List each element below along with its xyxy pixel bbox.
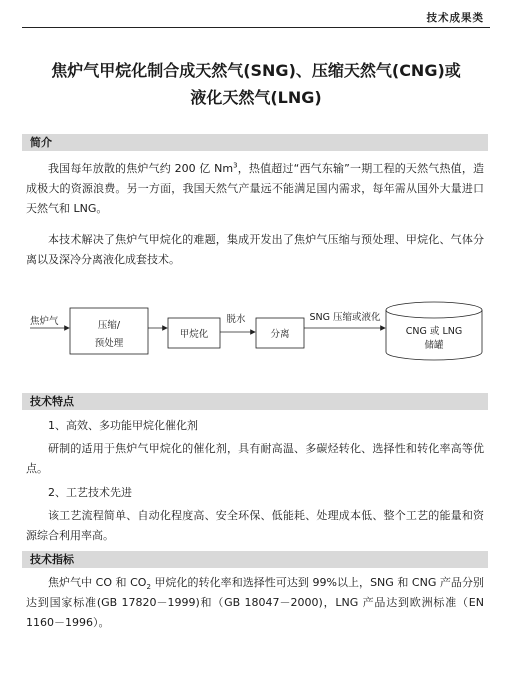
page-title [0,57,512,111]
unit-superscript: 3 [233,161,238,170]
co2-subscript: 2 [146,583,151,592]
intro-paragraph-1 [26,159,484,219]
flow-product-route-label: SNG 压缩或液化 [309,312,381,323]
flow-step1-line2: 预处理 [94,338,124,349]
title-line-1: 焦炉气甲烷化制合成天然气(SNG)、压缩天然气(CNG)或 [51,61,461,80]
flow-step2-label: 甲烷化 [179,329,209,340]
flow-dewater-label: 脱水 [226,314,246,325]
section-heading-specs: 技术指标 [22,551,488,568]
header-rule [22,27,490,28]
flow-input-label: 焦炉气 [30,316,59,327]
flow-tank-line1: CNG 或 LNG [405,326,463,337]
section-heading-features: 技术特点 [22,393,488,410]
flow-tank-line2: 储罐 [424,340,444,351]
title-line-2: 液化天然气(LNG) [190,88,322,107]
specs-text-after: 甲烷化的转化率和选择性可达到 99%以上，SNG 和 CNG 产品分别达到国家标准(GB 17820－1999)和（GB 18047－2000)，LNG 产品达到欧洲标准（EN 1160－1996）。 [26,576,484,629]
specs-paragraph [26,573,484,633]
section-heading-intro: 简介 [22,134,488,151]
intro-p1-after: ，热值超过“西气东输”一期工程的天然气热值，造成极大的资源浪费。另一方面，我国天然气产量远不能满足国内需求，每年需从国外大量进口天然气和 LNG。 [26,162,484,215]
specs-text-before: 焦炉气中 CO 和 CO [48,576,147,589]
storage-tank-top [386,302,482,318]
flow-step3-label: 分离 [270,329,290,340]
feature-1-title: 1、高效、多功能甲烷化催化剂 [48,419,198,432]
intro-paragraph-2: 本技术解决了焦炉气甲烷化的难题，集成开发出了焦炉气压缩与预处理、甲烷化、气体分离以及深冷分离液化成套技术。 [26,233,484,266]
flow-step1-line1: 压缩/ [97,320,121,331]
process-flow-diagram [22,292,492,372]
category-tag: 技术成果类 [426,12,484,24]
intro-p1-before: 我国每年放散的焦炉气约 200 亿 Nm [48,162,234,175]
feature-2-title: 2、工艺技术先进 [48,486,132,499]
feature-2-text: 该工艺流程简单、自动化程度高、安全环保、低能耗、处理成本低、整个工艺的能量和资源综合利用率高。 [26,509,484,542]
feature-1-text: 研制的适用于焦炉气甲烷化的催化剂，具有耐高温、多碳烃转化、选择性和转化率高等优点。 [26,442,484,475]
